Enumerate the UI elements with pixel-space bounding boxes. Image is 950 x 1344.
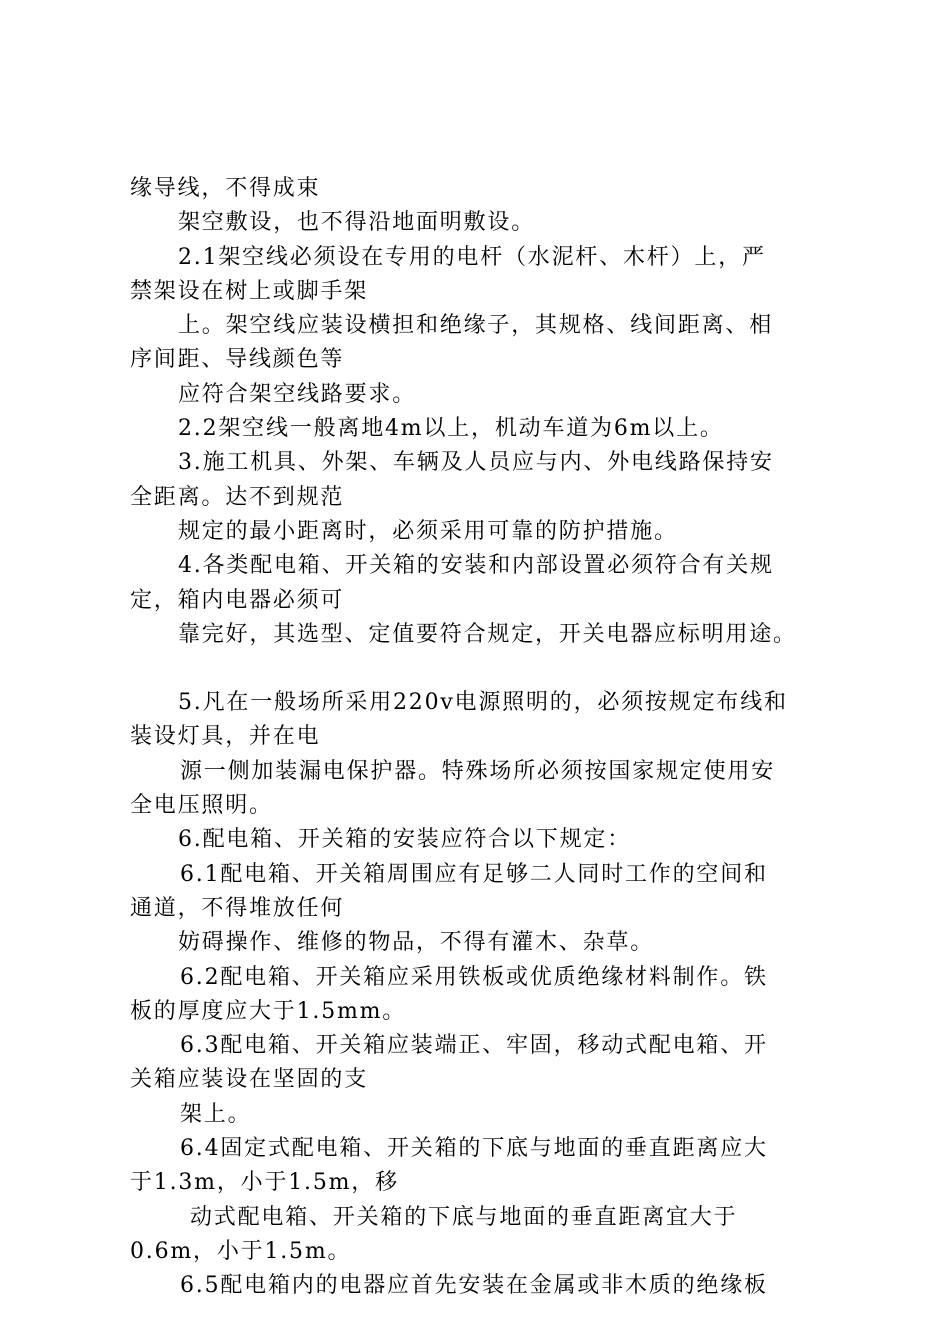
text-line: 6.2配电箱、开关箱应采用铁板或优质绝缘材料制作。铁 <box>180 964 768 990</box>
text-line: 全电压照明。 <box>130 793 273 819</box>
text-line: 于1.3m，小于1.5m，移 <box>130 1170 399 1196</box>
text-line: 上。架空线应装设横担和绝缘子，其规格、线间距离、相 <box>178 313 774 339</box>
text-line: 6.1配电箱、开关箱周围应有足够二人同时工作的空间和 <box>180 861 768 887</box>
text-line: 架空敷设，也不得沿地面明敷设。 <box>178 210 536 236</box>
text-line: 通道，不得堆放任何 <box>130 895 345 921</box>
text-line: 装设灯具，并在电 <box>130 724 321 750</box>
text-line: 0.6m，小于1.5m。 <box>130 1238 352 1264</box>
text-line: 3.施工机具、外架、车辆及人员应与内、外电线路保持安 <box>178 450 774 476</box>
text-line: 源一侧加装漏电保护器。特殊场所必须按国家规定使用安 <box>180 758 776 784</box>
text-line: 动式配电箱、开关箱的下底与地面的垂直距离宜大于 <box>190 1204 738 1230</box>
document-body <box>130 172 830 1304</box>
text-line: 架上。 <box>180 1101 252 1127</box>
text-line: 2.1架空线必须设在专用的电杆（水泥杆、木杆）上，严 <box>178 244 766 270</box>
text-line: 板的厚度应大于1.5mm。 <box>130 998 407 1024</box>
text-line: 全距离。达不到规范 <box>130 484 345 510</box>
text-line: 关箱应装设在坚固的支 <box>130 1067 369 1093</box>
text-line: 6.5配电箱内的电器应首先安装在金属或非木质的绝缘板 <box>180 1273 768 1299</box>
text-line: 序间距、导线颜色等 <box>130 347 345 373</box>
text-line: 禁架设在树上或脚手架 <box>130 278 369 304</box>
text-line: 靠完好，其选型、定值要符合规定，开关电器应标明用途。 <box>178 621 797 647</box>
text-line: 妨碍操作、维修的物品，不得有灌木、杂草。 <box>178 930 655 956</box>
text-line: 6.3配电箱、开关箱应装端正、牢固，移动式配电箱、开 <box>180 1033 768 1059</box>
text-line: 缘导线，不得成束 <box>130 176 321 201</box>
text-line: 2.2架空线一般离地4m以上，机动车道为6m以上。 <box>178 416 724 442</box>
text-line: 规定的最小距离时，必须采用可靠的防护措施。 <box>178 518 678 544</box>
text-line: 5.凡在一般场所采用220v电源照明的，必须按规定布线和 <box>178 690 788 716</box>
text-line: 定，箱内电器必须可 <box>130 587 345 613</box>
text-line: 6.4固定式配电箱、开关箱的下底与地面的垂直距离应大 <box>180 1136 768 1162</box>
text-line: 应符合架空线路要求。 <box>178 381 417 407</box>
text-line: 4.各类配电箱、开关箱的安装和内部设置必须符合有关规 <box>178 553 774 579</box>
text-line: 6.配电箱、开关箱的安装应符合以下规定： <box>178 827 631 853</box>
blank-line <box>130 652 830 686</box>
